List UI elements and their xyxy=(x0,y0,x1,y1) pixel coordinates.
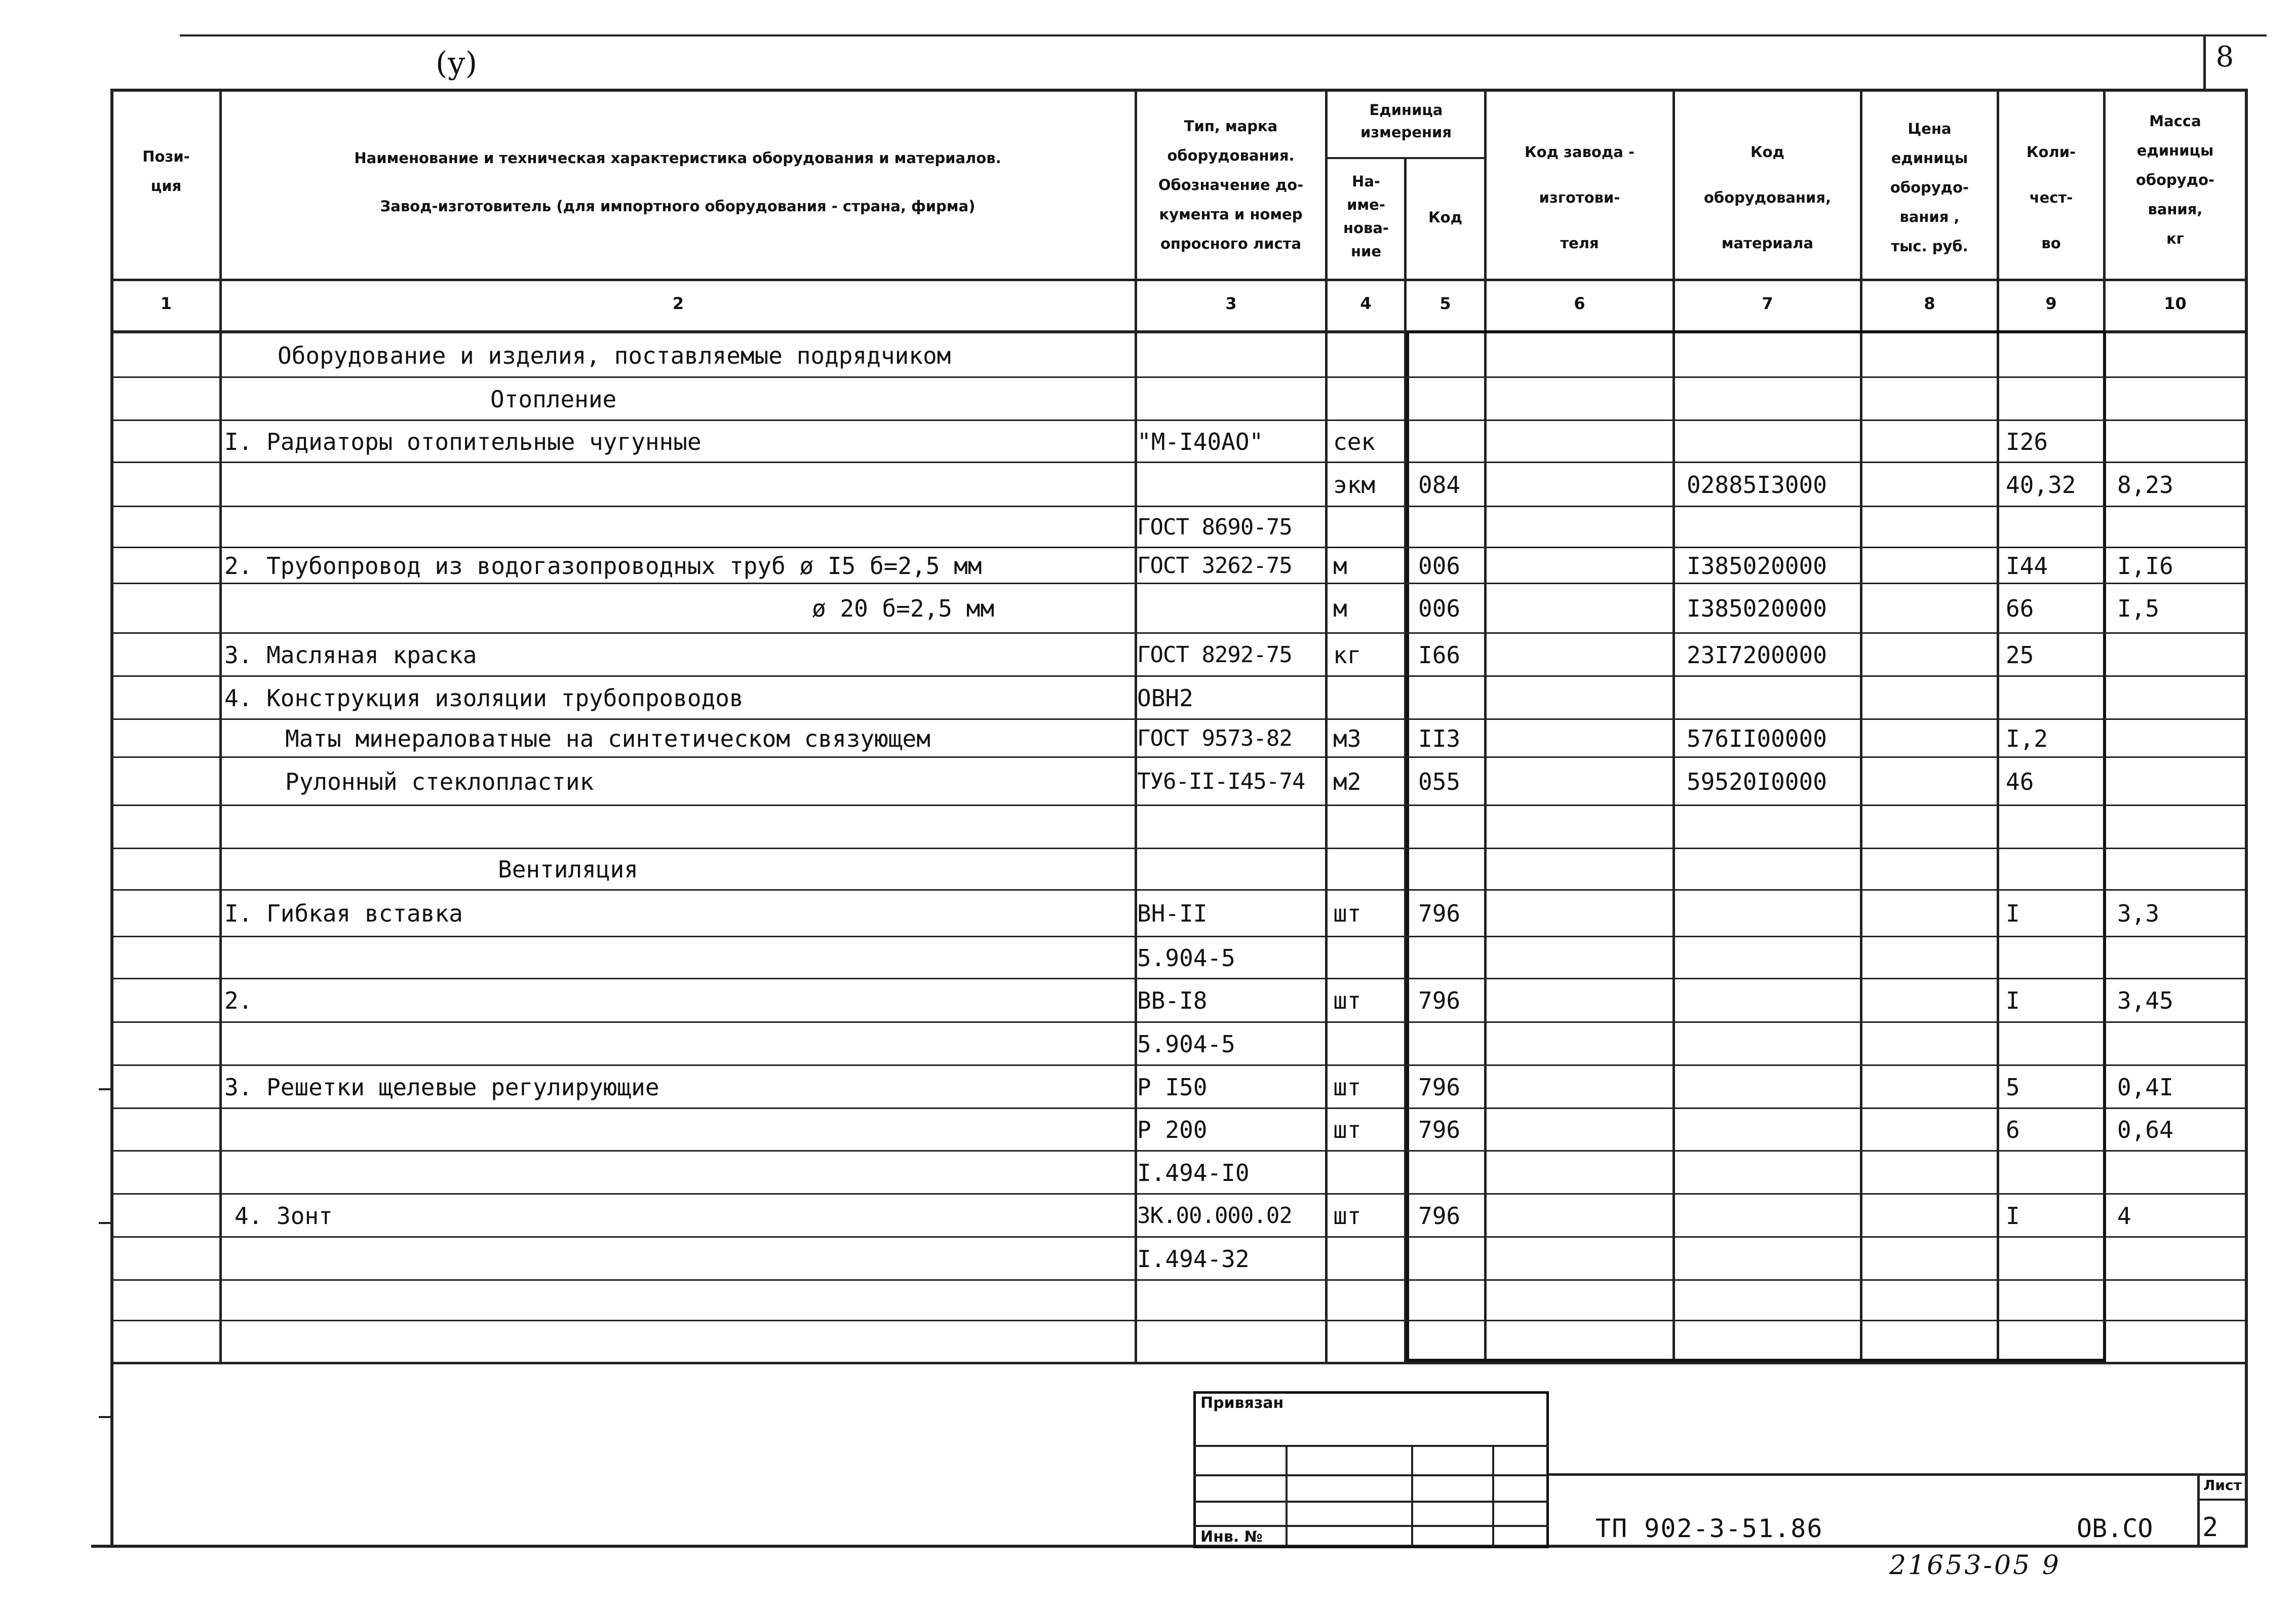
cell-type: I.494-32 xyxy=(1137,1245,1250,1273)
sheet-label: Лист xyxy=(2203,1477,2242,1494)
cell-qty: 40,32 xyxy=(2006,471,2076,499)
cell-name: 2. Трубопровод из водогазопроводных труб ø I5 б=2,5 мм xyxy=(224,552,982,580)
cell-type: ГОСТ 8292-75 xyxy=(1137,641,1292,668)
cell-type: Р 200 xyxy=(1137,1116,1208,1143)
cell-name: I. Гибкая вставка xyxy=(224,900,463,927)
cell-type: "М-I40АО" xyxy=(1137,428,1264,455)
cell-type: ВВ-I8 xyxy=(1137,987,1208,1014)
cell-unit: шт xyxy=(1333,1073,1361,1101)
row-separator xyxy=(110,462,2248,463)
cell-code: 796 xyxy=(1418,1116,1461,1143)
frame-bottom xyxy=(91,1545,2248,1548)
colnum-10: 10 xyxy=(2164,294,2187,313)
cell-unit: шт xyxy=(1333,987,1361,1014)
cell-mass: 4 xyxy=(2117,1202,2131,1230)
colnum-1: 1 xyxy=(160,294,172,313)
cell-qty: I,2 xyxy=(2006,724,2048,752)
colnum-4: 4 xyxy=(1360,294,1372,313)
cell-unit: м2 xyxy=(1333,768,1361,795)
cell-code: 084 xyxy=(1418,471,1461,499)
cell-matcode: 23I7200000 xyxy=(1687,641,1827,669)
cell-qty: 25 xyxy=(2006,641,2034,669)
cell-code: 796 xyxy=(1418,900,1461,927)
cell-code: 006 xyxy=(1418,552,1461,580)
cell-code: 006 xyxy=(1418,595,1461,622)
header-col6: Код завода - изготови- теля xyxy=(1525,143,1635,252)
cell-mass: I,5 xyxy=(2117,595,2160,622)
cell-mass: 8,23 xyxy=(2117,471,2173,499)
bound-h1 xyxy=(1193,1445,1549,1447)
cell-matcode: 02885I3000 xyxy=(1687,471,1827,499)
colnum-7: 7 xyxy=(1762,294,1773,313)
colnum-3: 3 xyxy=(1225,294,1237,313)
cell-unit: шт xyxy=(1333,900,1361,927)
cell-code: 796 xyxy=(1418,987,1461,1014)
cell-name: Маты минераловатные на синтетическом связующем xyxy=(285,724,930,752)
cell-type: ГОСТ 8690-75 xyxy=(1137,514,1292,540)
cell-name: Оборудование и изделия, поставляемые подрядчиком xyxy=(278,341,951,369)
frame-right xyxy=(2245,89,2248,1548)
header-col5: Код xyxy=(1428,209,1463,226)
bound-h2 xyxy=(1193,1474,1549,1476)
cell-mass: 3,3 xyxy=(2117,900,2160,927)
sheet-cell-mid xyxy=(2197,1499,2248,1501)
cell-qty: I xyxy=(2006,900,2020,927)
bound-h4 xyxy=(1193,1525,1549,1527)
row-separator xyxy=(110,805,2248,806)
header-col9: Коли- чест- во xyxy=(2026,143,2076,252)
row-separator xyxy=(110,675,2248,677)
left-mark-2 xyxy=(99,1222,113,1224)
cell-type: ГОСТ 9573-82 xyxy=(1137,725,1292,751)
cell-unit: шт xyxy=(1333,1116,1361,1143)
row-separator xyxy=(110,1320,2248,1321)
cell-name: 3. Масляная краска xyxy=(224,641,477,669)
cell-code: I66 xyxy=(1418,641,1461,669)
cell-type: ВН-II xyxy=(1137,900,1208,927)
row-separator xyxy=(110,376,2248,378)
cell-type: 5.904-5 xyxy=(1137,944,1235,972)
cell-name: Рулонный стеклопластик xyxy=(285,768,594,795)
cell-name: 4. Зонт xyxy=(235,1202,333,1230)
colnum-8: 8 xyxy=(1924,294,1935,313)
cell-qty: 46 xyxy=(2006,768,2034,795)
row-separator xyxy=(110,1064,2248,1066)
colnum-6: 6 xyxy=(1574,294,1585,313)
row-separator xyxy=(110,506,2248,507)
cell-qty: I xyxy=(2006,987,2020,1014)
cell-mass: 0,4I xyxy=(2117,1073,2173,1101)
cell-qty: I44 xyxy=(2006,552,2048,580)
cell-mass: 0,64 xyxy=(2117,1116,2173,1143)
row-separator xyxy=(110,632,2248,634)
row-separator xyxy=(110,583,2248,584)
doc-section: ОВ.СО xyxy=(2077,1514,2153,1543)
cell-mass: 3,45 xyxy=(2117,987,2173,1014)
stamp-mark: (у) xyxy=(436,46,478,81)
row-separator xyxy=(110,1279,2248,1281)
row-separator xyxy=(110,978,2248,979)
cell-unit: экм xyxy=(1333,471,1376,499)
cell-code: 796 xyxy=(1418,1202,1461,1230)
row-separator xyxy=(110,1236,2248,1238)
header-unit-group: Единица измерения xyxy=(1360,101,1452,141)
stamp-top-line xyxy=(1549,1473,2248,1476)
row-separator xyxy=(110,756,2248,758)
cell-unit: м xyxy=(1333,595,1347,622)
sheet-value: 2 xyxy=(2202,1512,2219,1543)
header-col10: Масса единицы оборудо- вания, кг xyxy=(2135,112,2215,247)
cell-qty: I xyxy=(2006,1202,2020,1230)
doc-code: ТП 902-3-51.86 xyxy=(1595,1514,1823,1543)
bound-label: Привязан xyxy=(1200,1394,1284,1412)
cell-unit: м xyxy=(1333,552,1347,580)
bound-v2 xyxy=(1411,1445,1413,1546)
colnum-5: 5 xyxy=(1439,294,1451,313)
cell-type: Р I50 xyxy=(1137,1073,1208,1101)
row-separator xyxy=(110,889,2248,891)
cell-type: 5.904-5 xyxy=(1137,1030,1235,1058)
cell-name: Вентиляция xyxy=(498,856,638,883)
bound-h3 xyxy=(1193,1501,1549,1503)
col-line-1 xyxy=(219,89,222,1363)
inv-label: Инв. № xyxy=(1200,1528,1263,1546)
cell-mass: I,I6 xyxy=(2117,552,2173,580)
left-mark-3 xyxy=(99,1416,113,1418)
header-col7: Код оборудования, материала xyxy=(1703,143,1832,252)
row-separator xyxy=(110,1021,2248,1023)
top-thin-line xyxy=(180,34,2267,36)
left-mark-1 xyxy=(99,1088,113,1090)
cell-matcode: I385020000 xyxy=(1687,552,1827,580)
header-col8: Цена единицы оборудо- вания , тыс. руб. xyxy=(1890,120,1969,255)
colnum-9: 9 xyxy=(2045,294,2057,313)
cell-code: II3 xyxy=(1418,724,1461,752)
cell-matcode: I385020000 xyxy=(1687,595,1827,622)
row-separator xyxy=(110,547,2248,548)
cell-qty: 66 xyxy=(2006,595,2034,622)
row-separator xyxy=(110,718,2248,720)
row-separator xyxy=(110,1150,2248,1152)
cell-qty: I26 xyxy=(2006,428,2048,455)
cell-type: ОВН2 xyxy=(1137,684,1193,712)
frame-top xyxy=(110,89,2248,92)
col-line-3 xyxy=(1325,89,1328,1363)
cell-unit: м3 xyxy=(1333,724,1361,752)
cell-unit: кг xyxy=(1333,641,1361,669)
cell-matcode: 576II00000 xyxy=(1687,724,1827,752)
cell-name: 3. Решетки щелевые регулирующие xyxy=(224,1073,659,1101)
cell-type: I.494-I0 xyxy=(1137,1159,1250,1187)
cell-name: 4. Конструкция изоляции трубопроводов xyxy=(224,684,744,712)
cell-name: I. Радиаторы отопительные чугунные xyxy=(224,428,702,455)
cell-name: 2. xyxy=(224,987,253,1014)
cell-qty: 5 xyxy=(2006,1073,2020,1101)
header-col4: На- име- нова- ние xyxy=(1343,173,1389,260)
sheet-number-top: 8 xyxy=(2215,41,2234,73)
cell-qty: 6 xyxy=(2006,1116,2020,1143)
colnum-2: 2 xyxy=(672,294,684,313)
cell-unit: шт xyxy=(1333,1202,1361,1230)
cell-name: ø 20 б=2,5 мм xyxy=(812,595,995,622)
row-separator xyxy=(110,1193,2248,1195)
bound-v3 xyxy=(1492,1445,1494,1546)
cell-code: 055 xyxy=(1418,768,1461,795)
row-separator xyxy=(110,848,2248,849)
header-bottom-line xyxy=(110,279,2248,281)
cell-code: 796 xyxy=(1418,1073,1461,1101)
row-separator xyxy=(110,1107,2248,1109)
cell-type: ЗК.00.000.02 xyxy=(1137,1202,1292,1229)
bound-v1 xyxy=(1286,1445,1288,1546)
cell-type: ГОСТ 3262-75 xyxy=(1137,552,1292,579)
table-end-line xyxy=(110,1362,2248,1364)
cell-matcode: 59520I0000 xyxy=(1687,768,1827,795)
header-col1: Пози- ция xyxy=(142,148,190,195)
cell-unit: сек xyxy=(1333,428,1376,455)
unit-group-divider xyxy=(1325,157,1485,159)
header-col2: Наименование и техническая характеристика оборудования и материалов. Завод-изготовитель (для импортного оборудования - страна, фирма) xyxy=(354,149,1001,215)
bottom-handwritten-number: 21653-05 9 xyxy=(1889,1550,2061,1581)
row-separator xyxy=(110,936,2248,937)
header-col3: Тип, марка оборудования. Обозначение до- кумента и номер опросного листа xyxy=(1158,118,1304,252)
cell-name: Отопление xyxy=(490,385,617,413)
cell-type: ТУ6-II-I45-74 xyxy=(1137,768,1305,794)
row-separator xyxy=(110,419,2248,421)
